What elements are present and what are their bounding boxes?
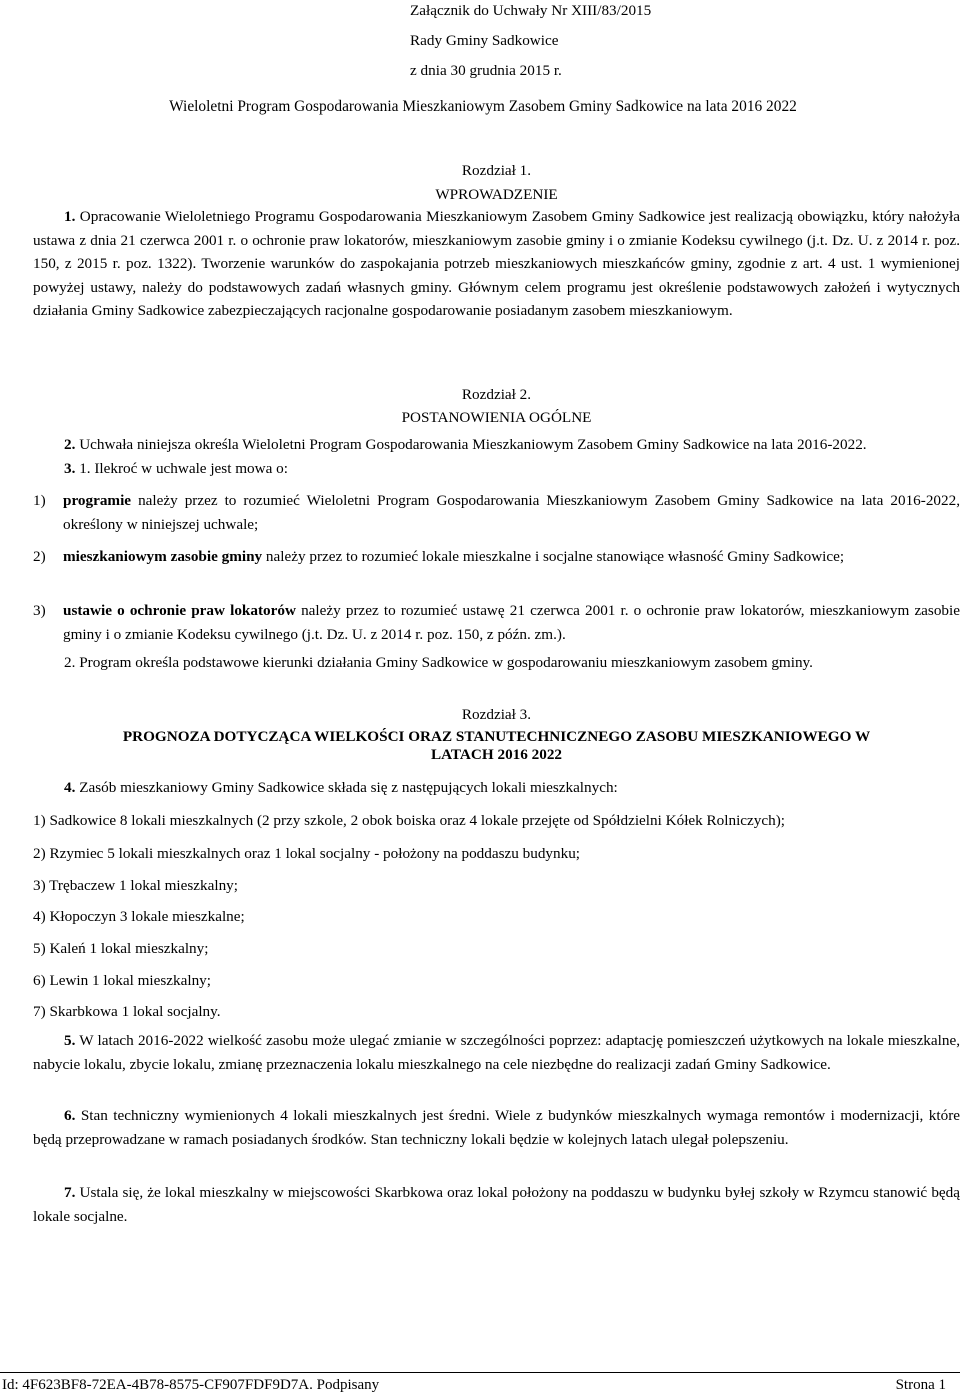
definition-1-text: należy przez to rozumieć Wieloletni Program Gospodarowania Mieszkaniowym Zasobem Gminy Sadkowice na lata 2016-2022, określony w niniejszej uchwale; (63, 492, 960, 533)
paragraph-7-number: 7. (64, 1184, 76, 1201)
chapter-3-title-line-2: LATACH 2016 2022 (430, 746, 563, 763)
paragraph-6-number: 6. (64, 1107, 76, 1124)
chapter-3-title-line-1: PROGNOZA DOTYCZĄCA WIELKOŚCI ORAZ STANUTECHNICZNEGO ZASOBU MIESZKANIOWEGO W (122, 728, 871, 745)
list-item: 4) Kłopoczyn 3 lokale mieszkalne; (33, 908, 245, 925)
header-line-2: Rady Gminy Sadkowice (410, 32, 559, 49)
list-item: 1) Sadkowice 8 lokali mieszkalnych (2 przy szkole, 2 obok boiska oraz 4 lokale przejęte od Spółdzielni Kółek Rolniczych); (33, 812, 785, 829)
paragraph-7 (33, 1181, 960, 1228)
list-item: 7) Skarbkowa 1 lokal socjalny. (33, 1003, 221, 1020)
paragraph-2 (33, 433, 960, 457)
list-item: 3) Trębaczew 1 lokal mieszkalny; (33, 877, 238, 894)
footer-page-number: Strona 1 (895, 1377, 946, 1393)
definition-1-term: programie (63, 492, 132, 509)
page-footer (0, 1372, 960, 1397)
paragraph-3-text: Ilekroć w uchwale jest mowa o: (90, 460, 288, 477)
paragraph-3-point-2: 2. Program określa podstawowe kierunki działania Gminy Sadkowice w gospodarowaniu mieszkaniowym zasobem gminy. (64, 654, 813, 671)
paragraph-5-text: W latach 2016-2022 wielkość zasobu może ulegać zmianie w szczególności poprzez: adaptację pomieszczeń użytkowych na lokale mieszkalne, nabycie lokalu, zbycie lokalu, zmianę przeznaczenia lokalu mieszkalnego na cele niezbędne do realizacji zadań Gminy Sadkowice. (33, 1032, 960, 1073)
definition-2-number: 2) (33, 548, 46, 565)
paragraph-4 (33, 776, 960, 800)
paragraph-6 (33, 1104, 960, 1151)
definition-3-number: 3) (33, 602, 46, 619)
paragraph-4-number: 4. (64, 779, 76, 796)
document-title: Wieloletni Program Gospodarowania Mieszkaniowym Zasobem Gminy Sadkowice na lata 2016 2022 (169, 98, 797, 115)
paragraph-5-number: 5. (64, 1032, 76, 1049)
list-item: 5) Kaleń 1 lokal mieszkalny; (33, 940, 209, 957)
paragraph-1-text: Opracowanie Wieloletniego Programu Gospodarowania Mieszkaniowym Zasobem Gminy Sadkowice jest realizacją obowiązku, który nałożyła ustawa z dnia 21 czerwca 2001 r. o ochronie praw lokatorów, mieszkaniowym zasobie gminy i o zmianie Kodeksu cywilnego (j.t. Dz. U. z 2014 r. poz. 150, z 2015 r. poz. 1322). Tworzenie warunków do zaspokajania potrzeb mieszkaniowych mieszkańców gminy, zgodnie z art. 4 ust. 1 wymienionej powyżej ustawy, należy do podstawowych zadań własnych gminy. Głównym celem programu jest określenie podstawowych założeń i wytycznych działania Gminy Sadkowice zabezpieczających racjonalne gospodarowanie posiadanym zasobem mieszkaniowym. (33, 208, 960, 320)
definition-3 (33, 599, 960, 647)
header-line-1: Załącznik do Uchwały Nr XIII/83/2015 (410, 2, 652, 19)
list-item: 2) Rzymiec 5 lokali mieszkalnych oraz 1 lokal socjalny - położony na poddaszu budynku; (33, 845, 581, 862)
definition-2 (33, 545, 960, 593)
chapter-1-label: Rozdział 1. (461, 162, 532, 179)
paragraph-2-number: 2. (64, 436, 76, 453)
footer-document-id: Id: 4F623BF8-72EA-4B78-8575-CF907FDF9D7A. Podpisany (2, 1377, 380, 1393)
paragraph-7-text: Ustala się, że lokal mieszkalny w miejscowości Skarbkowa oraz lokal położony na poddaszu w budynku byłej szkoły w Rzymcu stanowić będą lokale socjalne. (33, 1184, 960, 1225)
header-line-3: z dnia 30 grudnia 2015 r. (410, 62, 562, 79)
paragraph-3-number: 3. (64, 460, 76, 477)
chapter-2-label: Rozdział 2. (461, 386, 532, 403)
paragraph-2-text: Uchwała niniejsza określa Wieloletni Program Gospodarowania Mieszkaniowym Zasobem Gminy Sadkowice na lata 2016-2022. (75, 436, 867, 453)
paragraph-1 (33, 205, 960, 323)
definition-3-term: ustawie o ochronie praw lokatorów (63, 602, 296, 619)
list-item: 6) Lewin 1 lokal mieszkalny; (33, 972, 211, 989)
document-body (33, 0, 960, 1396)
definition-2-text: należy przez to rozumieć lokale mieszkalne i socjalne stanowiące własność Gminy Sadkowice; (262, 548, 845, 565)
paragraph-1-number: 1. (64, 208, 76, 225)
chapter-3-label: Rozdział 3. (461, 706, 532, 723)
definition-2-term: mieszkaniowym zasobie gminy (63, 548, 263, 565)
definition-1-number: 1) (33, 492, 46, 509)
paragraph-5 (33, 1029, 960, 1076)
paragraph-3-intro (33, 457, 960, 481)
paragraph-3-sub-number: 1. (79, 460, 91, 477)
definition-3-text: należy przez to rozumieć ustawę 21 czerwca 2001 r. o ochronie praw lokatorów, mieszkaniowym zasobie gminy i o zmianie Kodeksu cywilnego (j.t. Dz. U. z 2014 r. poz. 150, z późn. zm.). (63, 602, 960, 643)
chapter-1-title: WPROWADZENIE (435, 186, 558, 203)
paragraph-4-text: Zasób mieszkaniowy Gminy Sadkowice składa się z następujących lokali mieszkalnych: (75, 779, 618, 796)
paragraph-6-text: Stan techniczny wymienionych 4 lokali mieszkalnych jest średni. Wiele z budynków mieszkalnych wymaga remontów i modernizacji, które będą przeprowadzane w ramach posiadanych środków. Stan techniczny lokali będzie w kolejnych latach ulegał polepszeniu. (33, 1107, 960, 1148)
definition-1 (33, 489, 960, 537)
chapter-2-title: POSTANOWIENIA OGÓLNE (401, 409, 592, 426)
